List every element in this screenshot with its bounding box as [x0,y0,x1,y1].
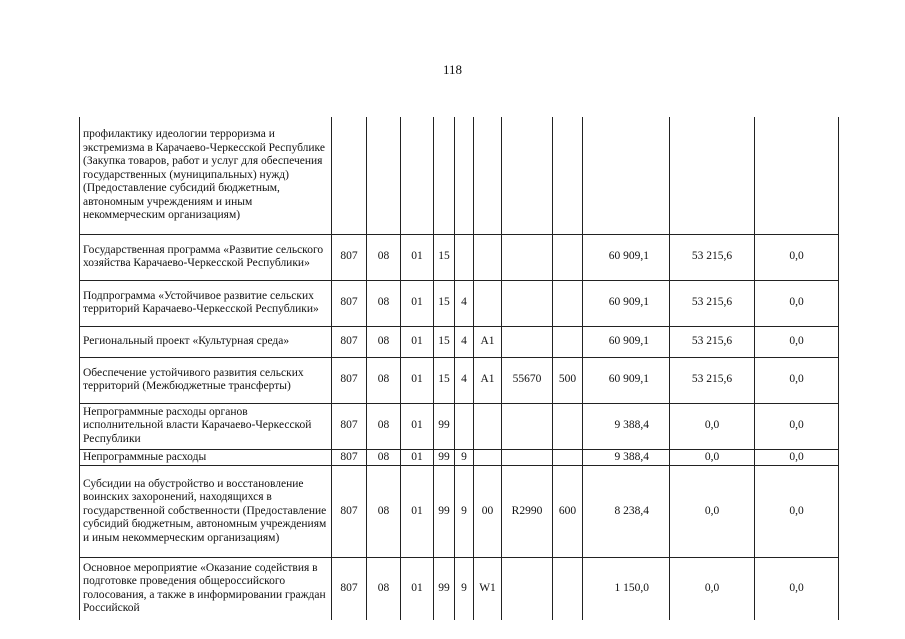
table-row [73,117,839,234]
cell-sub [455,403,474,449]
cell-y3: 0,0 [755,403,839,449]
cell-dir [502,403,553,449]
cell-proj [474,234,502,280]
cell-y3: 0,0 [755,558,839,620]
cell-code: 807 [332,326,367,357]
cell-code [332,117,367,234]
cell-sub: 4 [455,357,474,403]
cell-prog: 99 [434,466,455,558]
cell-y1: 1 150,0 [583,558,670,620]
cell-section: 08 [367,403,401,449]
cell-dir [502,280,553,326]
cell-y2: 0,0 [670,466,755,558]
cell-subsection: 01 [401,449,434,466]
cell-y3: 0,0 [755,234,839,280]
cell-prog: 99 [434,403,455,449]
cell-prog: 15 [434,357,455,403]
cell-y3: 0,0 [755,449,839,466]
cell-y1 [583,117,670,234]
cell-prog: 15 [434,234,455,280]
table-row [73,403,839,449]
cell-y3: 0,0 [755,280,839,326]
table-row [73,234,839,280]
cell-dir [502,449,553,466]
cell-proj: А1 [474,326,502,357]
cell-section: 08 [367,280,401,326]
cell-prog [434,117,455,234]
cell-code: 807 [332,449,367,466]
cell-y3: 0,0 [755,357,839,403]
cell-y1: 9 388,4 [583,449,670,466]
cell-y1: 60 909,1 [583,357,670,403]
cell-y2: 53 215,6 [670,326,755,357]
cell-code: 807 [332,466,367,558]
cell-section: 08 [367,558,401,620]
cell-desc: Субсидии на обустройство и восстановление воинских захоронений, находящихся в государственной собственности (Предоставление субсидий бюджетным, автономным учреждениям и иным некоммерческим организациям) [80,466,332,558]
cell-section: 08 [367,326,401,357]
cell-prog: 15 [434,326,455,357]
cell-y3: 0,0 [755,326,839,357]
cell-desc: Основное мероприятие «Оказание содействия в подготовке проведения общероссийского голосования, а также в информировании граждан Российской [80,558,332,620]
table-row [73,466,839,558]
table-row [73,326,839,357]
cell-code: 807 [332,357,367,403]
cell-sub: 9 [455,449,474,466]
cell-section: 08 [367,357,401,403]
cell-subsection: 01 [401,280,434,326]
cell-subsection: 01 [401,466,434,558]
cell-dir: 55670 [502,357,553,403]
cell-section: 08 [367,449,401,466]
cell-prog: 99 [434,558,455,620]
cell-subsection: 01 [401,234,434,280]
cell-y3: 0,0 [755,466,839,558]
cell-section: 08 [367,466,401,558]
cell-proj: А1 [474,357,502,403]
cell-exp: 600 [553,466,583,558]
cell-y2: 0,0 [670,449,755,466]
cell-sub: 9 [455,466,474,558]
cell-sub: 9 [455,558,474,620]
cell-prog: 99 [434,449,455,466]
cell-desc: Региональный проект «Культурная среда» [80,326,332,357]
cell-y1: 60 909,1 [583,234,670,280]
cell-subsection: 01 [401,558,434,620]
cell-exp [553,403,583,449]
cell-proj: 00 [474,466,502,558]
cell-proj [474,449,502,466]
cell-section [367,117,401,234]
cell-y1: 9 388,4 [583,403,670,449]
cell-y1: 8 238,4 [583,466,670,558]
page-number: 118 [442,62,463,77]
cell-code: 807 [332,234,367,280]
cell-y2 [670,117,755,234]
cell-desc: Подпрограмма «Устойчивое развитие сельских территорий Карачаево-Черкесской Республики» [80,280,332,326]
cell-sub: 4 [455,326,474,357]
cell-sub [455,234,474,280]
cell-section: 08 [367,234,401,280]
cell-code: 807 [332,403,367,449]
cell-dir [502,558,553,620]
cell-y2: 53 215,6 [670,234,755,280]
cell-subsection: 01 [401,357,434,403]
cell-subsection [401,117,434,234]
cell-desc: Непрограммные расходы [80,449,332,466]
cell-exp [553,326,583,357]
cell-dir [502,117,553,234]
table-row [73,558,839,620]
cell-code: 807 [332,558,367,620]
cell-exp [553,280,583,326]
cell-desc: Обеспечение устойчивого развития сельских территорий (Межбюджетные трансферты) [80,357,332,403]
cell-exp [553,234,583,280]
cell-proj [474,117,502,234]
cell-subsection: 01 [401,403,434,449]
cell-y2: 0,0 [670,558,755,620]
cell-prog: 15 [434,280,455,326]
cell-y1: 60 909,1 [583,280,670,326]
budget-table [73,117,839,620]
cell-exp [553,117,583,234]
cell-desc: Государственная программа «Развитие сельского хозяйства Карачаево-Черкесской Республики» [80,234,332,280]
table-row [73,357,839,403]
cell-y2: 53 215,6 [670,357,755,403]
cell-y3 [755,117,839,234]
table-row [73,449,839,466]
table-row [73,280,839,326]
cell-code: 807 [332,280,367,326]
cell-exp [553,449,583,466]
cell-proj [474,403,502,449]
cell-exp: 500 [553,357,583,403]
cell-y2: 0,0 [670,403,755,449]
cell-y2: 53 215,6 [670,280,755,326]
cell-desc: профилактику идеологии терроризма и экстремизма в Карачаево-Черкесской Республике (Закупка товаров, работ и услуг для обеспечения государственных (муниципальных) нужд) (Предоставление субсидий бюджетным, автономным учреждениям и иным некоммерческим организациям) [80,117,332,234]
cell-exp [553,558,583,620]
cell-proj [474,280,502,326]
cell-subsection: 01 [401,326,434,357]
cell-dir [502,326,553,357]
cell-sub: 4 [455,280,474,326]
cell-sub [455,117,474,234]
cell-dir: R2990 [502,466,553,558]
cell-proj: W1 [474,558,502,620]
cell-desc: Непрограммные расходы органов исполнительной власти Карачаево-Черкесской Республики [80,403,332,449]
cell-y1: 60 909,1 [583,326,670,357]
cell-dir [502,234,553,280]
